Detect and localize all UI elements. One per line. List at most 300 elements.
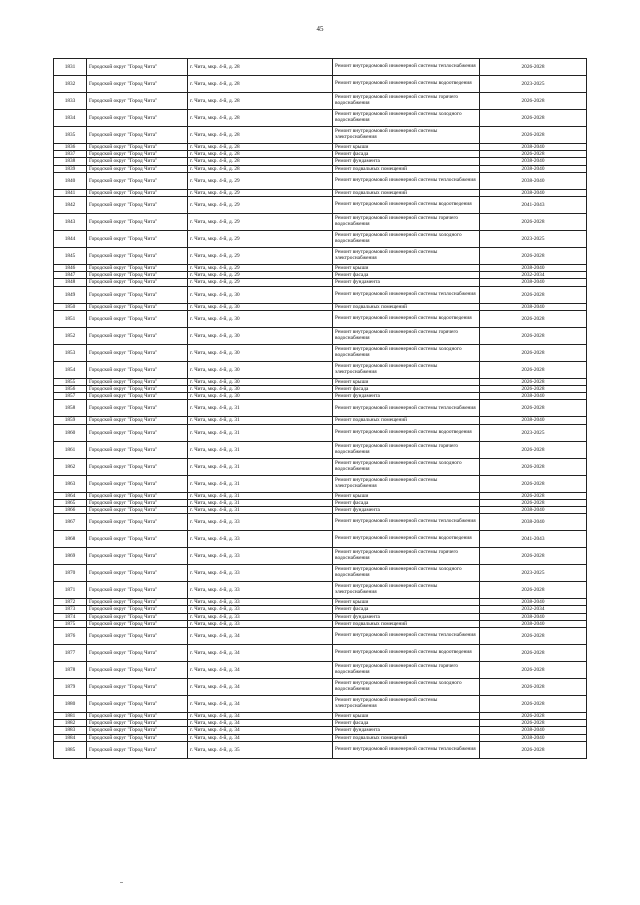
period-cell: 2038-2040	[480, 144, 587, 151]
work-type-cell: Ремонт крыши	[333, 599, 480, 606]
row-number-cell: 1871	[54, 582, 87, 599]
table-row	[54, 144, 587, 151]
district-cell: Городской округ "Город Чита"	[87, 151, 188, 158]
district-cell: Городской округ "Город Чита"	[87, 214, 188, 231]
table-row	[54, 696, 587, 713]
table-row	[54, 265, 587, 272]
row-number-cell: 1883	[54, 727, 87, 734]
address-cell: г. Чита, мкр. 4-й, д. 28	[188, 110, 333, 127]
period-cell: 2041-2043	[480, 197, 587, 214]
district-cell: Городской округ "Город Чита"	[87, 127, 188, 144]
district-cell: Городской округ "Город Чита"	[87, 582, 188, 599]
district-cell: Городской округ "Город Чита"	[87, 514, 188, 531]
table-row	[54, 110, 587, 127]
work-type-cell: Ремонт внутридомовой инженерной системы электроснабжения	[333, 696, 480, 713]
work-type-cell: Ремонт внутридомовой инженерной системы водоотведения	[333, 531, 480, 548]
table-row	[54, 189, 587, 196]
row-number-cell: 1837	[54, 151, 87, 158]
work-type-cell: Ремонт внутридомовой инженерной системы теплоснабжения	[333, 172, 480, 189]
row-number-cell: 1854	[54, 361, 87, 378]
table-row	[54, 344, 587, 361]
district-cell: Городской округ "Город Чита"	[87, 548, 188, 565]
row-number-cell: 1834	[54, 110, 87, 127]
row-number-cell: 1852	[54, 327, 87, 344]
period-cell: 2023-2025	[480, 565, 587, 582]
address-cell: г. Чита, мкр. 4-й, д. 33	[188, 613, 333, 620]
address-cell: г. Чита, мкр. 4-й, д. 31	[188, 417, 333, 424]
work-type-cell: Ремонт внутридомовой инженерной системы водоотведения	[333, 310, 480, 327]
row-number-cell: 1873	[54, 606, 87, 613]
table-row	[54, 248, 587, 265]
row-number-cell: 1879	[54, 679, 87, 696]
district-cell: Городской округ "Город Чита"	[87, 59, 188, 76]
table-row	[54, 93, 587, 110]
work-type-cell: Ремонт внутридомовой инженерной системы теплоснабжения	[333, 628, 480, 645]
table-row	[54, 197, 587, 214]
period-cell: 2026-2028	[480, 441, 587, 458]
address-cell: г. Чита, мкр. 4-й, д. 33	[188, 620, 333, 627]
table-row	[54, 303, 587, 310]
work-type-cell: Ремонт фасада	[333, 606, 480, 613]
table-row	[54, 158, 587, 165]
address-cell: г. Чита, мкр. 4-й, д. 29	[188, 214, 333, 231]
row-number-cell: 1877	[54, 645, 87, 662]
row-number-cell: 1841	[54, 189, 87, 196]
work-type-cell: Ремонт крыши	[333, 378, 480, 385]
period-cell: 2038-2040	[480, 613, 587, 620]
row-number-cell: 1853	[54, 344, 87, 361]
work-type-cell: Ремонт внутридомовой инженерной системы теплоснабжения	[333, 400, 480, 417]
table-row	[54, 734, 587, 741]
district-cell: Городской округ "Город Чита"	[87, 248, 188, 265]
row-number-cell: 1870	[54, 565, 87, 582]
district-cell: Городской округ "Город Чита"	[87, 286, 188, 303]
row-number-cell: 1881	[54, 713, 87, 720]
work-type-cell: Ремонт внутридомовой инженерной системы горячего водоснабжения	[333, 214, 480, 231]
address-cell: г. Чита, мкр. 4-й, д. 29	[188, 272, 333, 279]
work-type-cell: Ремонт крыши	[333, 265, 480, 272]
row-number-cell: 1849	[54, 286, 87, 303]
period-cell: 2038-2040	[480, 620, 587, 627]
period-cell: 2038-2040	[480, 303, 587, 310]
address-cell: г. Чита, мкр. 4-й, д. 34	[188, 713, 333, 720]
district-cell: Городской округ "Город Чита"	[87, 599, 188, 606]
period-cell: 2026-2028	[480, 662, 587, 679]
row-number-cell: 1884	[54, 734, 87, 741]
period-cell: 2026-2028	[480, 492, 587, 499]
district-cell: Городской округ "Город Чита"	[87, 679, 188, 696]
row-number-cell: 1833	[54, 93, 87, 110]
work-type-cell: Ремонт фундамента	[333, 613, 480, 620]
table-row	[54, 361, 587, 378]
table-row	[54, 741, 587, 758]
row-number-cell: 1864	[54, 492, 87, 499]
address-cell: г. Чита, мкр. 4-й, д. 34	[188, 720, 333, 727]
table-row	[54, 310, 587, 327]
table-row	[54, 151, 587, 158]
table-row	[54, 400, 587, 417]
period-cell: 2026-2028	[480, 110, 587, 127]
district-cell: Городской округ "Город Чита"	[87, 662, 188, 679]
table-row	[54, 727, 587, 734]
address-cell: г. Чита, мкр. 4-й, д. 30	[188, 286, 333, 303]
row-number-cell: 1850	[54, 303, 87, 310]
district-cell: Городской округ "Город Чита"	[87, 606, 188, 613]
address-cell: г. Чита, мкр. 4-й, д. 29	[188, 265, 333, 272]
row-number-cell: 1843	[54, 214, 87, 231]
work-type-cell: Ремонт внутридомовой инженерной системы холодного водоснабжения	[333, 679, 480, 696]
work-type-cell: Ремонт внутридомовой инженерной системы холодного водоснабжения	[333, 110, 480, 127]
address-cell: г. Чита, мкр. 4-й, д. 30	[188, 378, 333, 385]
address-cell: г. Чита, мкр. 4-й, д. 34	[188, 696, 333, 713]
district-cell: Городской округ "Город Чита"	[87, 158, 188, 165]
row-number-cell: 1865	[54, 499, 87, 506]
address-cell: г. Чита, мкр. 4-й, д. 31	[188, 492, 333, 499]
address-cell: г. Чита, мкр. 4-й, д. 33	[188, 565, 333, 582]
table-row	[54, 620, 587, 627]
work-type-cell: Ремонт фасада	[333, 151, 480, 158]
row-number-cell: 1872	[54, 599, 87, 606]
row-number-cell: 1857	[54, 393, 87, 400]
work-type-cell: Ремонт внутридомовой инженерной системы горячего водоснабжения	[333, 327, 480, 344]
period-cell: 2026-2028	[480, 361, 587, 378]
table-row	[54, 393, 587, 400]
district-cell: Городской округ "Город Чита"	[87, 76, 188, 93]
period-cell: 2038-2040	[480, 727, 587, 734]
work-type-cell: Ремонт подвальных помещений	[333, 165, 480, 172]
row-number-cell: 1840	[54, 172, 87, 189]
district-cell: Городской округ "Город Чита"	[87, 165, 188, 172]
period-cell: 2038-2040	[480, 417, 587, 424]
period-cell: 2026-2028	[480, 475, 587, 492]
address-cell: г. Чита, мкр. 4-й, д. 34	[188, 628, 333, 645]
district-cell: Городской округ "Город Чита"	[87, 310, 188, 327]
row-number-cell: 1885	[54, 741, 87, 758]
table-row	[54, 720, 587, 727]
district-cell: Городской округ "Город Чита"	[87, 499, 188, 506]
district-cell: Городской округ "Город Чита"	[87, 231, 188, 248]
address-cell: г. Чита, мкр. 4-й, д. 30	[188, 386, 333, 393]
period-cell: 2026-2028	[480, 741, 587, 758]
district-cell: Городской округ "Город Чита"	[87, 189, 188, 196]
row-number-cell: 1831	[54, 59, 87, 76]
table-row	[54, 662, 587, 679]
period-cell: 2026-2028	[480, 127, 587, 144]
table-row	[54, 645, 587, 662]
address-cell: г. Чита, мкр. 4-й, д. 31	[188, 441, 333, 458]
table-body	[54, 59, 587, 759]
address-cell: г. Чита, мкр. 4-й, д. 30	[188, 303, 333, 310]
period-cell: 2038-2040	[480, 165, 587, 172]
work-type-cell: Ремонт подвальных помещений	[333, 189, 480, 196]
row-number-cell: 1832	[54, 76, 87, 93]
district-cell: Городской округ "Город Чита"	[87, 417, 188, 424]
address-cell: г. Чита, мкр. 4-й, д. 28	[188, 76, 333, 93]
table-row	[54, 606, 587, 613]
period-cell: 2026-2028	[480, 310, 587, 327]
work-type-cell: Ремонт крыши	[333, 713, 480, 720]
row-number-cell: 1842	[54, 197, 87, 214]
period-cell: 2032-2034	[480, 272, 587, 279]
work-type-cell: Ремонт крыши	[333, 144, 480, 151]
district-cell: Городской округ "Город Чита"	[87, 272, 188, 279]
district-cell: Городской округ "Город Чита"	[87, 344, 188, 361]
work-type-cell: Ремонт внутридомовой инженерной системы теплоснабжения	[333, 514, 480, 531]
scan-mark	[120, 882, 123, 883]
row-number-cell: 1868	[54, 531, 87, 548]
work-type-cell: Ремонт подвальных помещений	[333, 417, 480, 424]
table-row	[54, 386, 587, 393]
period-cell: 2026-2028	[480, 458, 587, 475]
table-row	[54, 475, 587, 492]
address-cell: г. Чита, мкр. 4-й, д. 33	[188, 582, 333, 599]
work-type-cell: Ремонт внутридомовой инженерной системы холодного водоснабжения	[333, 344, 480, 361]
district-cell: Городской округ "Город Чита"	[87, 727, 188, 734]
district-cell: Городской округ "Город Чита"	[87, 734, 188, 741]
period-cell: 2026-2028	[480, 696, 587, 713]
work-type-cell: Ремонт фасада	[333, 386, 480, 393]
address-cell: г. Чита, мкр. 4-й, д. 34	[188, 645, 333, 662]
district-cell: Городской округ "Город Чита"	[87, 645, 188, 662]
period-cell: 2038-2040	[480, 265, 587, 272]
table-row	[54, 441, 587, 458]
row-number-cell: 1847	[54, 272, 87, 279]
address-cell: г. Чита, мкр. 4-й, д. 34	[188, 727, 333, 734]
district-cell: Городской округ "Город Чита"	[87, 393, 188, 400]
period-cell: 2038-2040	[480, 189, 587, 196]
period-cell: 2026-2028	[480, 59, 587, 76]
work-type-cell: Ремонт внутридомовой инженерной системы водоотведения	[333, 197, 480, 214]
work-type-cell: Ремонт фасада	[333, 272, 480, 279]
district-cell: Городской округ "Город Чита"	[87, 492, 188, 499]
table-row	[54, 327, 587, 344]
table-row	[54, 165, 587, 172]
address-cell: г. Чита, мкр. 4-й, д. 28	[188, 144, 333, 151]
work-type-cell: Ремонт внутридомовой инженерной системы теплоснабжения	[333, 286, 480, 303]
row-number-cell: 1839	[54, 165, 87, 172]
period-cell: 2038-2040	[480, 158, 587, 165]
row-number-cell: 1851	[54, 310, 87, 327]
district-cell: Городской округ "Город Чита"	[87, 441, 188, 458]
address-cell: г. Чита, мкр. 4-й, д. 29	[188, 189, 333, 196]
work-type-cell: Ремонт подвальных помещений	[333, 303, 480, 310]
table-row	[54, 417, 587, 424]
period-cell: 2026-2028	[480, 93, 587, 110]
table-row	[54, 231, 587, 248]
table-row	[54, 499, 587, 506]
district-cell: Городской округ "Город Чита"	[87, 741, 188, 758]
page-number: 45	[316, 25, 324, 33]
row-number-cell: 1880	[54, 696, 87, 713]
table-row	[54, 492, 587, 499]
district-cell: Городской округ "Город Чита"	[87, 565, 188, 582]
district-cell: Городской округ "Город Чита"	[87, 279, 188, 286]
row-number-cell: 1859	[54, 417, 87, 424]
row-number-cell: 1869	[54, 548, 87, 565]
table-row	[54, 378, 587, 385]
period-cell: 2026-2028	[480, 378, 587, 385]
address-cell: г. Чита, мкр. 4-й, д. 31	[188, 400, 333, 417]
period-cell: 2032-2034	[480, 606, 587, 613]
work-type-cell: Ремонт внутридомовой инженерной системы горячего водоснабжения	[333, 662, 480, 679]
address-cell: г. Чита, мкр. 4-й, д. 31	[188, 424, 333, 441]
address-cell: г. Чита, мкр. 4-й, д. 28	[188, 151, 333, 158]
table-row	[54, 172, 587, 189]
district-cell: Городской округ "Город Чита"	[87, 620, 188, 627]
work-type-cell: Ремонт подвальных помещений	[333, 734, 480, 741]
period-cell: 2038-2040	[480, 507, 587, 514]
period-cell: 2038-2040	[480, 734, 587, 741]
work-type-cell: Ремонт внутридомовой инженерной системы холодного водоснабжения	[333, 565, 480, 582]
table-row	[54, 565, 587, 582]
address-cell: г. Чита, мкр. 4-й, д. 29	[188, 248, 333, 265]
row-number-cell: 1876	[54, 628, 87, 645]
period-cell: 2038-2040	[480, 514, 587, 531]
work-type-cell: Ремонт крыши	[333, 492, 480, 499]
work-type-cell: Ремонт фасада	[333, 720, 480, 727]
address-cell: г. Чита, мкр. 4-й, д. 31	[188, 458, 333, 475]
period-cell: 2023-2025	[480, 76, 587, 93]
period-cell: 2026-2028	[480, 386, 587, 393]
address-cell: г. Чита, мкр. 4-й, д. 33	[188, 599, 333, 606]
work-type-cell: Ремонт фундамента	[333, 158, 480, 165]
period-cell: 2038-2040	[480, 279, 587, 286]
table-row	[54, 679, 587, 696]
address-cell: г. Чита, мкр. 4-й, д. 33	[188, 548, 333, 565]
period-cell: 2023-2025	[480, 231, 587, 248]
row-number-cell: 1844	[54, 231, 87, 248]
table-row	[54, 76, 587, 93]
period-cell: 2026-2028	[480, 286, 587, 303]
work-type-cell: Ремонт внутридомовой инженерной системы теплоснабжения	[333, 59, 480, 76]
work-type-cell: Ремонт фундамента	[333, 279, 480, 286]
address-cell: г. Чита, мкр. 4-й, д. 33	[188, 606, 333, 613]
work-type-cell: Ремонт фундамента	[333, 507, 480, 514]
address-cell: г. Чита, мкр. 4-й, д. 33	[188, 514, 333, 531]
work-type-cell: Ремонт внутридомовой инженерной системы электроснабжения	[333, 361, 480, 378]
district-cell: Городской округ "Город Чита"	[87, 144, 188, 151]
table-row	[54, 424, 587, 441]
table-row	[54, 582, 587, 599]
row-number-cell: 1845	[54, 248, 87, 265]
work-type-cell: Ремонт фундамента	[333, 393, 480, 400]
address-cell: г. Чита, мкр. 4-й, д. 34	[188, 662, 333, 679]
address-cell: г. Чита, мкр. 4-й, д. 28	[188, 93, 333, 110]
district-cell: Городской округ "Город Чита"	[87, 386, 188, 393]
district-cell: Городской округ "Город Чита"	[87, 172, 188, 189]
work-type-cell: Ремонт внутридомовой инженерной системы водоотведения	[333, 645, 480, 662]
work-type-cell: Ремонт внутридомовой инженерной системы горячего водоснабжения	[333, 441, 480, 458]
district-cell: Городской округ "Город Чита"	[87, 458, 188, 475]
district-cell: Городской округ "Город Чита"	[87, 303, 188, 310]
address-cell: г. Чита, мкр. 4-й, д. 30	[188, 393, 333, 400]
district-cell: Городской округ "Город Чита"	[87, 424, 188, 441]
period-cell: 2026-2028	[480, 713, 587, 720]
period-cell: 2026-2028	[480, 582, 587, 599]
row-number-cell: 1867	[54, 514, 87, 531]
period-cell: 2038-2040	[480, 172, 587, 189]
row-number-cell: 1835	[54, 127, 87, 144]
table-row	[54, 599, 587, 606]
period-cell: 2026-2028	[480, 628, 587, 645]
table-row	[54, 514, 587, 531]
address-cell: г. Чита, мкр. 4-й, д. 29	[188, 231, 333, 248]
address-cell: г. Чита, мкр. 4-й, д. 30	[188, 327, 333, 344]
address-cell: г. Чита, мкр. 4-й, д. 31	[188, 499, 333, 506]
table-row	[54, 59, 587, 76]
work-type-cell: Ремонт фундамента	[333, 727, 480, 734]
address-cell: г. Чита, мкр. 4-й, д. 34	[188, 679, 333, 696]
table-row	[54, 279, 587, 286]
district-cell: Городской округ "Город Чита"	[87, 327, 188, 344]
work-type-cell: Ремонт внутридомовой инженерной системы электроснабжения	[333, 475, 480, 492]
address-cell: г. Чита, мкр. 4-й, д. 29	[188, 172, 333, 189]
district-cell: Городской округ "Город Чита"	[87, 265, 188, 272]
district-cell: Городской округ "Город Чита"	[87, 110, 188, 127]
address-cell: г. Чита, мкр. 4-й, д. 33	[188, 531, 333, 548]
table-row	[54, 713, 587, 720]
address-cell: г. Чита, мкр. 4-й, д. 29	[188, 197, 333, 214]
district-cell: Городской округ "Город Чита"	[87, 628, 188, 645]
period-cell: 2023-2025	[480, 424, 587, 441]
row-number-cell: 1858	[54, 400, 87, 417]
row-number-cell: 1861	[54, 441, 87, 458]
row-number-cell: 1855	[54, 378, 87, 385]
row-number-cell: 1862	[54, 458, 87, 475]
period-cell: 2026-2028	[480, 151, 587, 158]
work-type-cell: Ремонт внутридомовой инженерной системы холодного водоснабжения	[333, 231, 480, 248]
period-cell: 2026-2028	[480, 248, 587, 265]
period-cell: 2026-2028	[480, 679, 587, 696]
address-cell: г. Чита, мкр. 4-й, д. 31	[188, 475, 333, 492]
work-type-cell: Ремонт внутридомовой инженерной системы электроснабжения	[333, 582, 480, 599]
address-cell: г. Чита, мкр. 4-й, д. 28	[188, 165, 333, 172]
address-cell: г. Чита, мкр. 4-й, д. 34	[188, 734, 333, 741]
district-cell: Городской округ "Город Чита"	[87, 613, 188, 620]
address-cell: г. Чита, мкр. 4-й, д. 28	[188, 127, 333, 144]
district-cell: Городской округ "Город Чита"	[87, 713, 188, 720]
district-cell: Городской округ "Город Чита"	[87, 361, 188, 378]
table-row	[54, 127, 587, 144]
table-row	[54, 531, 587, 548]
period-cell: 2026-2028	[480, 400, 587, 417]
work-type-cell: Ремонт внутридомовой инженерной системы холодного водоснабжения	[333, 458, 480, 475]
table-row	[54, 272, 587, 279]
row-number-cell: 1846	[54, 265, 87, 272]
work-type-cell: Ремонт внутридомовой инженерной системы горячего водоснабжения	[333, 548, 480, 565]
table-row	[54, 214, 587, 231]
district-cell: Городской округ "Город Чита"	[87, 507, 188, 514]
address-cell: г. Чита, мкр. 4-й, д. 28	[188, 158, 333, 165]
period-cell: 2026-2028	[480, 327, 587, 344]
work-type-cell: Ремонт подвальных помещений	[333, 620, 480, 627]
period-cell: 2026-2028	[480, 548, 587, 565]
work-type-cell: Ремонт внутридомовой инженерной системы горячего водоснабжения	[333, 93, 480, 110]
work-type-cell: Ремонт внутридомовой инженерной системы электроснабжения	[333, 248, 480, 265]
row-number-cell: 1836	[54, 144, 87, 151]
row-number-cell: 1878	[54, 662, 87, 679]
row-number-cell: 1863	[54, 475, 87, 492]
table-row	[54, 548, 587, 565]
district-cell: Городской округ "Город Чита"	[87, 531, 188, 548]
district-cell: Городской округ "Город Чита"	[87, 378, 188, 385]
period-cell: 2038-2040	[480, 599, 587, 606]
period-cell: 2026-2028	[480, 344, 587, 361]
address-cell: г. Чита, мкр. 4-й, д. 29	[188, 279, 333, 286]
period-cell: 2026-2028	[480, 645, 587, 662]
row-number-cell: 1875	[54, 620, 87, 627]
period-cell: 2026-2028	[480, 720, 587, 727]
